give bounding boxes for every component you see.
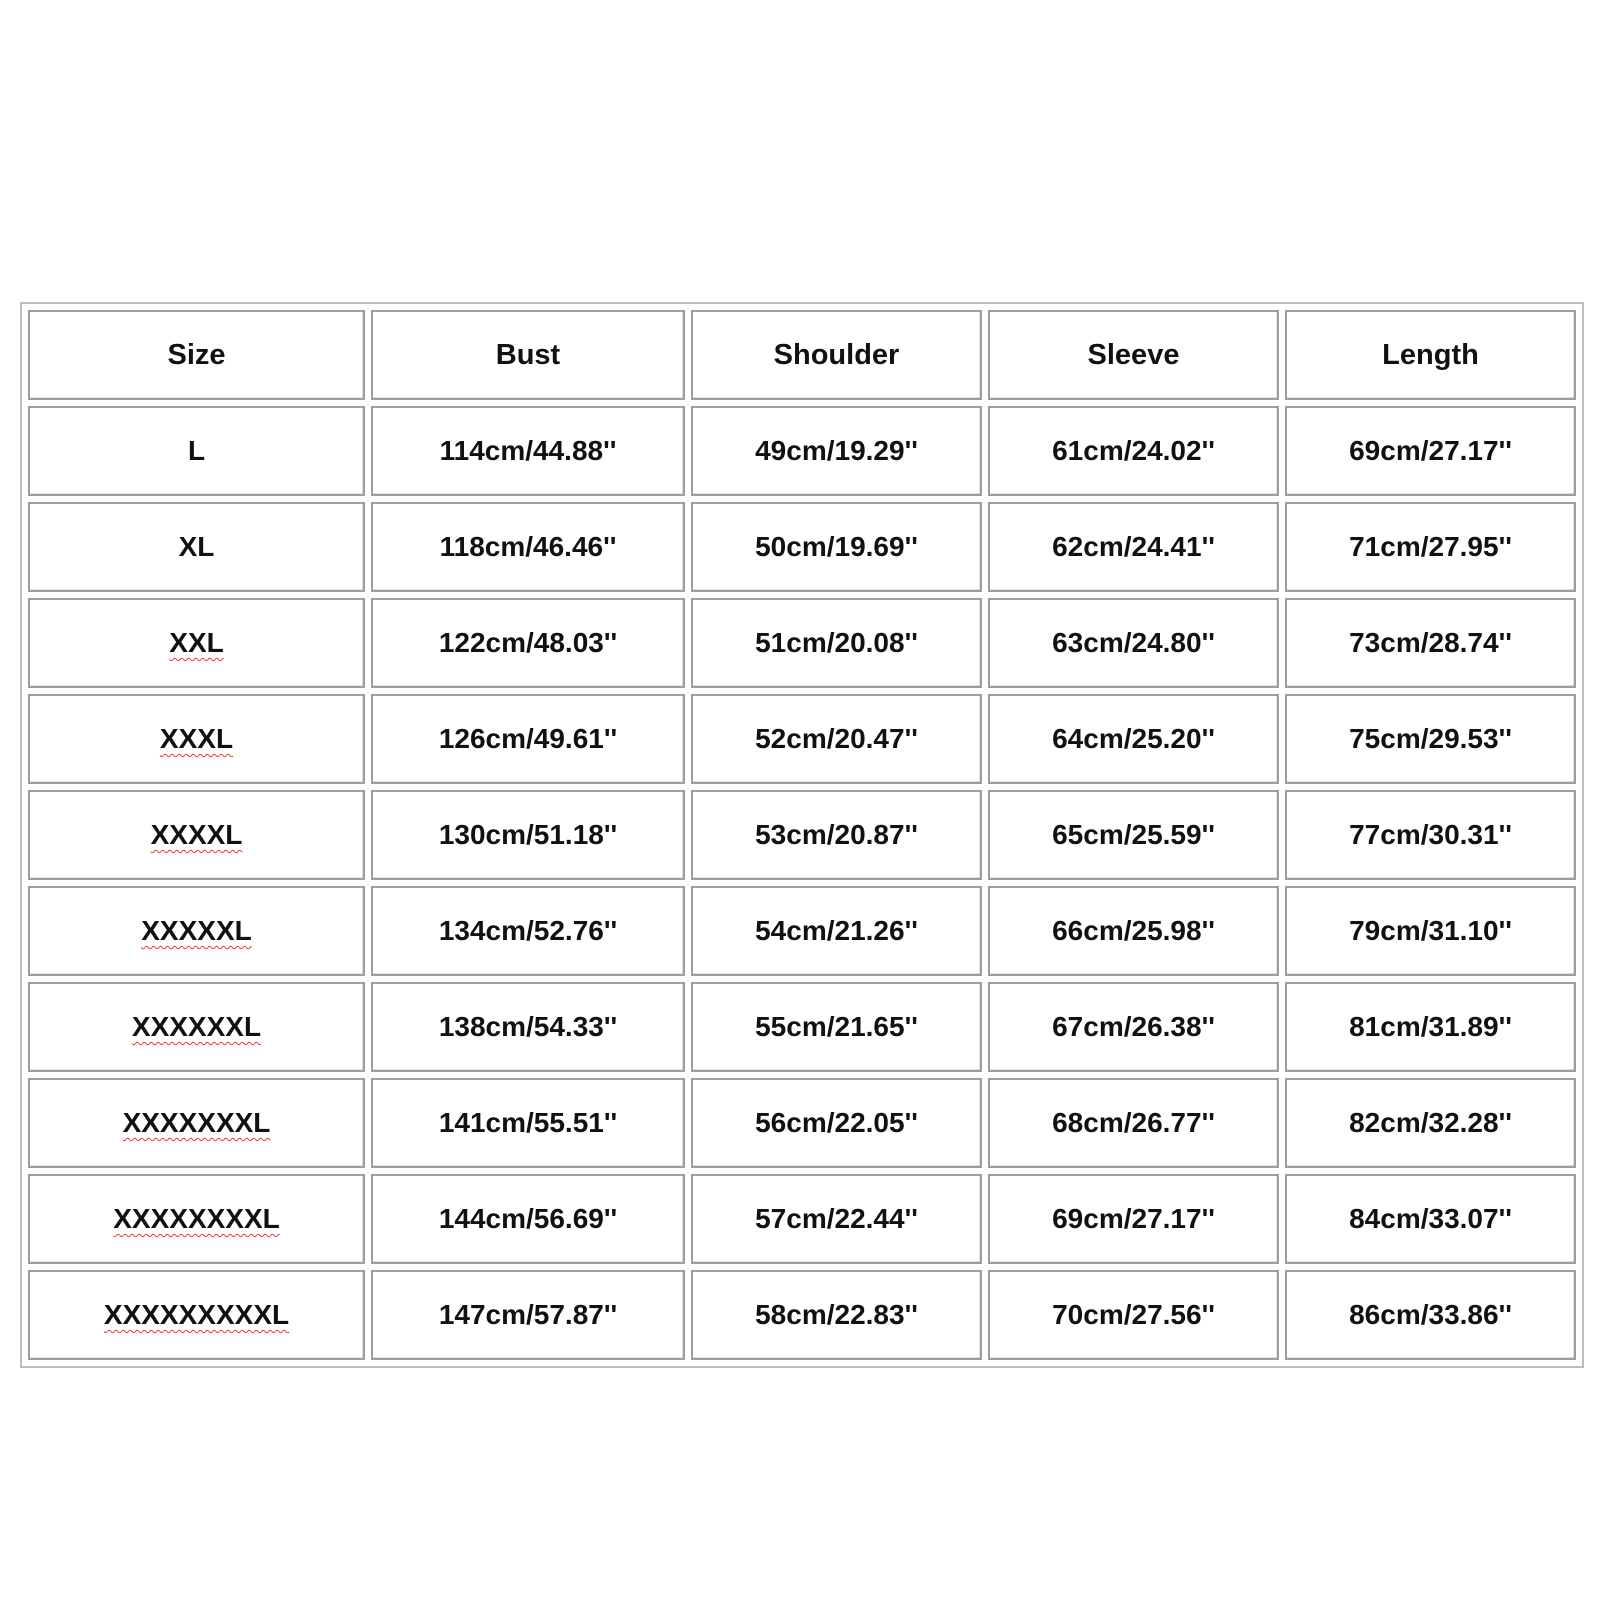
size-cell	[28, 1270, 365, 1360]
table-row	[28, 790, 1576, 880]
length-cell: 71cm/27.95''	[1285, 502, 1576, 592]
size-chart-table	[20, 302, 1584, 1368]
length-cell: 75cm/29.53''	[1285, 694, 1576, 784]
length-cell: 86cm/33.86''	[1285, 1270, 1576, 1360]
length-cell: 79cm/31.10''	[1285, 886, 1576, 976]
table-row	[28, 694, 1576, 784]
shoulder-cell: 50cm/19.69''	[691, 502, 982, 592]
shoulder-cell: 57cm/22.44''	[691, 1174, 982, 1264]
length-cell: 69cm/27.17''	[1285, 406, 1576, 496]
size-label: XXXXL	[150, 819, 243, 850]
table-row	[28, 502, 1576, 592]
shoulder-cell: 49cm/19.29''	[691, 406, 982, 496]
sleeve-cell: 68cm/26.77''	[988, 1078, 1279, 1168]
length-cell: 82cm/32.28''	[1285, 1078, 1576, 1168]
bust-cell: 141cm/55.51''	[371, 1078, 685, 1168]
size-label: XXXXXXXXXL	[103, 1299, 290, 1330]
size-cell	[28, 1078, 365, 1168]
table-row	[28, 406, 1576, 496]
header-sleeve: Sleeve	[988, 310, 1279, 400]
shoulder-cell: 52cm/20.47''	[691, 694, 982, 784]
size-cell	[28, 598, 365, 688]
table-row	[28, 1270, 1576, 1360]
bust-cell: 144cm/56.69''	[371, 1174, 685, 1264]
size-label: XXXL	[159, 723, 234, 754]
shoulder-cell: 54cm/21.26''	[691, 886, 982, 976]
bust-cell: 118cm/46.46''	[371, 502, 685, 592]
length-cell: 84cm/33.07''	[1285, 1174, 1576, 1264]
bust-cell: 126cm/49.61''	[371, 694, 685, 784]
size-cell	[28, 982, 365, 1072]
table-row	[28, 1078, 1576, 1168]
sleeve-cell: 62cm/24.41''	[988, 502, 1279, 592]
header-shoulder: Shoulder	[691, 310, 982, 400]
size-label: XXXXXXXL	[122, 1107, 271, 1138]
size-cell	[28, 406, 365, 496]
sleeve-cell: 61cm/24.02''	[988, 406, 1279, 496]
sleeve-cell: 64cm/25.20''	[988, 694, 1279, 784]
table-row	[28, 1174, 1576, 1264]
header-bust: Bust	[371, 310, 685, 400]
size-cell	[28, 886, 365, 976]
header-row	[28, 310, 1576, 400]
sleeve-cell: 63cm/24.80''	[988, 598, 1279, 688]
table-row	[28, 598, 1576, 688]
shoulder-cell: 55cm/21.65''	[691, 982, 982, 1072]
size-label: XXL	[169, 627, 224, 658]
size-cell	[28, 694, 365, 784]
sleeve-cell: 65cm/25.59''	[988, 790, 1279, 880]
bust-cell: 147cm/57.87''	[371, 1270, 685, 1360]
table-row	[28, 982, 1576, 1072]
bust-cell: 134cm/52.76''	[371, 886, 685, 976]
size-cell	[28, 790, 365, 880]
bust-cell: 138cm/54.33''	[371, 982, 685, 1072]
header-length: Length	[1285, 310, 1576, 400]
shoulder-cell: 56cm/22.05''	[691, 1078, 982, 1168]
size-cell	[28, 502, 365, 592]
size-cell	[28, 1174, 365, 1264]
size-label: L	[187, 435, 206, 466]
size-label: XXXXXXL	[131, 1011, 262, 1042]
size-label: XXXXXXXXL	[113, 1203, 280, 1234]
shoulder-cell: 51cm/20.08''	[691, 598, 982, 688]
shoulder-cell: 53cm/20.87''	[691, 790, 982, 880]
size-label: XXXXXL	[141, 915, 252, 946]
header-size: Size	[28, 310, 365, 400]
size-label: XL	[178, 531, 215, 562]
sleeve-cell: 66cm/25.98''	[988, 886, 1279, 976]
bust-cell: 130cm/51.18''	[371, 790, 685, 880]
sleeve-cell: 70cm/27.56''	[988, 1270, 1279, 1360]
length-cell: 73cm/28.74''	[1285, 598, 1576, 688]
bust-cell: 114cm/44.88''	[371, 406, 685, 496]
length-cell: 81cm/31.89''	[1285, 982, 1576, 1072]
shoulder-cell: 58cm/22.83''	[691, 1270, 982, 1360]
sleeve-cell: 69cm/27.17''	[988, 1174, 1279, 1264]
length-cell: 77cm/30.31''	[1285, 790, 1576, 880]
table-row	[28, 886, 1576, 976]
bust-cell: 122cm/48.03''	[371, 598, 685, 688]
sleeve-cell: 67cm/26.38''	[988, 982, 1279, 1072]
